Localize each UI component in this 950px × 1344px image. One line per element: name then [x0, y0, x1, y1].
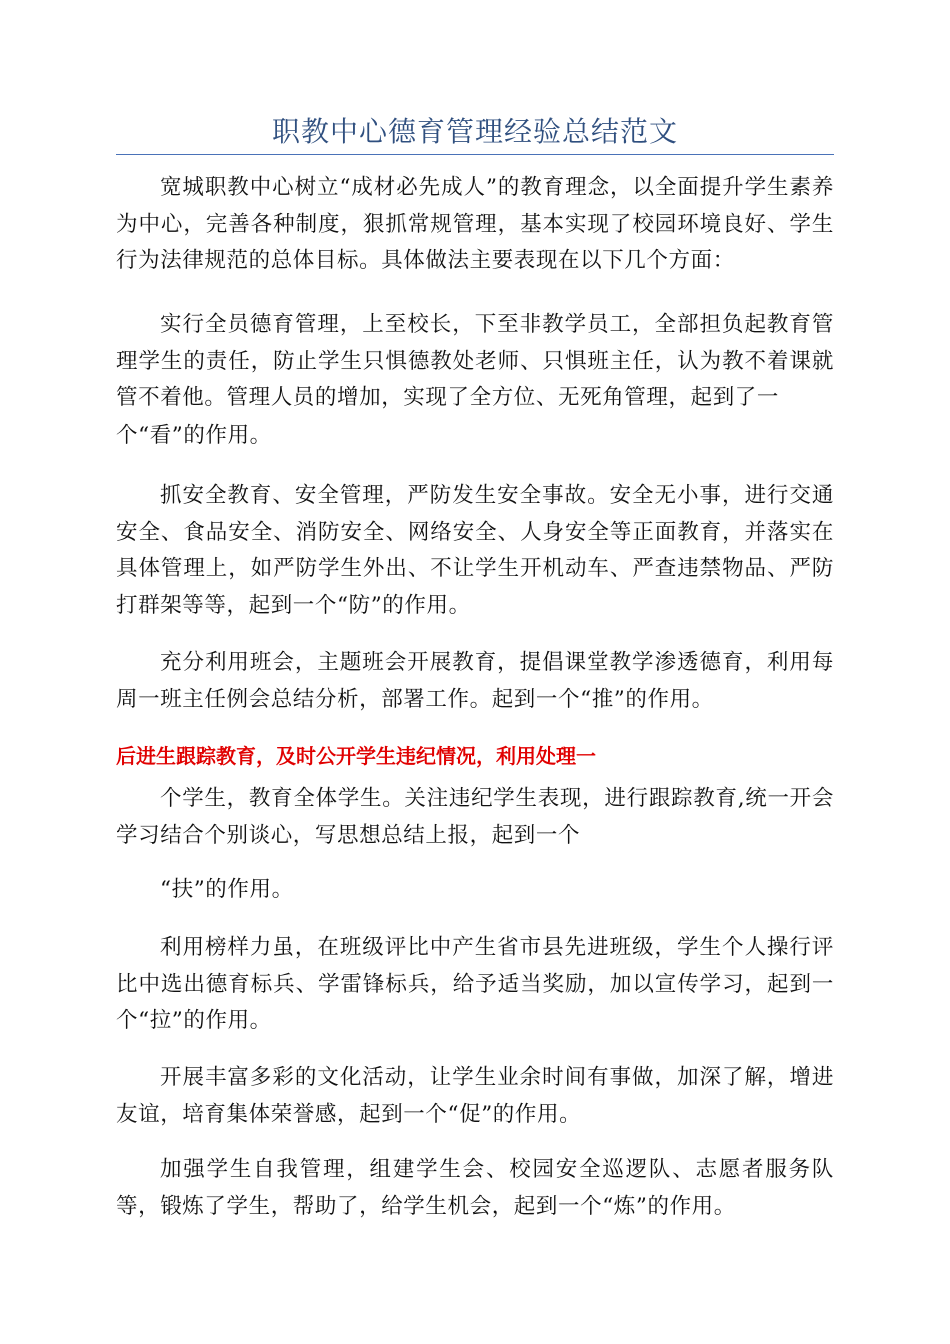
paragraph-5-continuation: “扶”的作用。	[160, 877, 294, 902]
highlighted-heading: 后进生跟踪教育，及时公开学生违纪情况，利用处理一	[116, 744, 596, 768]
paragraph-6: 利用榜样力虽，在班级评比中产生省市县先进班级，学生个人操行评比中选出德育标兵、学雷锋标兵，给予适当奖励，加以宣传学习，起到一个“拉”的作用。	[116, 935, 834, 1033]
paragraph-8: 加强学生自我管理，组建学生会、校园安全巡逻队、志愿者服务队等，锻炼了学生，帮助了，给学生机会，起到一个“炼”的作用。	[116, 1157, 834, 1219]
paragraph-2: 实行全员德育管理，上至校长，下至非教学员工，全部担负起教育管理学生的责任，防止学生只惧德教处老师、只惧班主任，认为教不着课就管不着他。管理人员的增加，实现了全方位、无死角管理，起到了一	[116, 312, 834, 410]
paragraph-3: 抓安全教育、安全管理，严防发生安全事故。安全无小事，进行交通安全、食品安全、消防安全、网络安全、人身安全等正面教育，并落实在具体管理上，如严防学生外出、不让学生开机动车、严查违禁物品、严防打群架等等，起到一个“防”的作用。	[116, 483, 834, 618]
paragraph-7: 开展丰富多彩的文化活动，让学生业余时间有事做，加深了解，增进友谊，培育集体荣誉感，起到一个“促”的作用。	[116, 1065, 834, 1127]
document-title: 职教中心德育管理经验总结范文	[271, 115, 678, 148]
title-underline	[116, 154, 834, 155]
paragraph-2-continuation: 个“看”的作用。	[116, 423, 272, 448]
paragraph-4: 充分利用班会，主题班会开展教育，提倡课堂教学渗透德育，利用每周一班主任例会总结分析，部署工作。起到一个“推”的作用。	[116, 650, 834, 712]
paragraph-1: 宽城职教中心树立“成材必先成人”的教育理念，以全面提升学生素养为中心，完善各种制度，狠抓常规管理，基本实现了校园环境良好、学生行为法律规范的总体目标。具体做法主要表现在以下几个方面：	[116, 175, 834, 273]
paragraph-5: 个学生，教育全体学生。关注违纪学生表现，进行跟踪教育,统一开会学习结合个别谈心，写思想总结上报，起到一个	[116, 786, 834, 848]
